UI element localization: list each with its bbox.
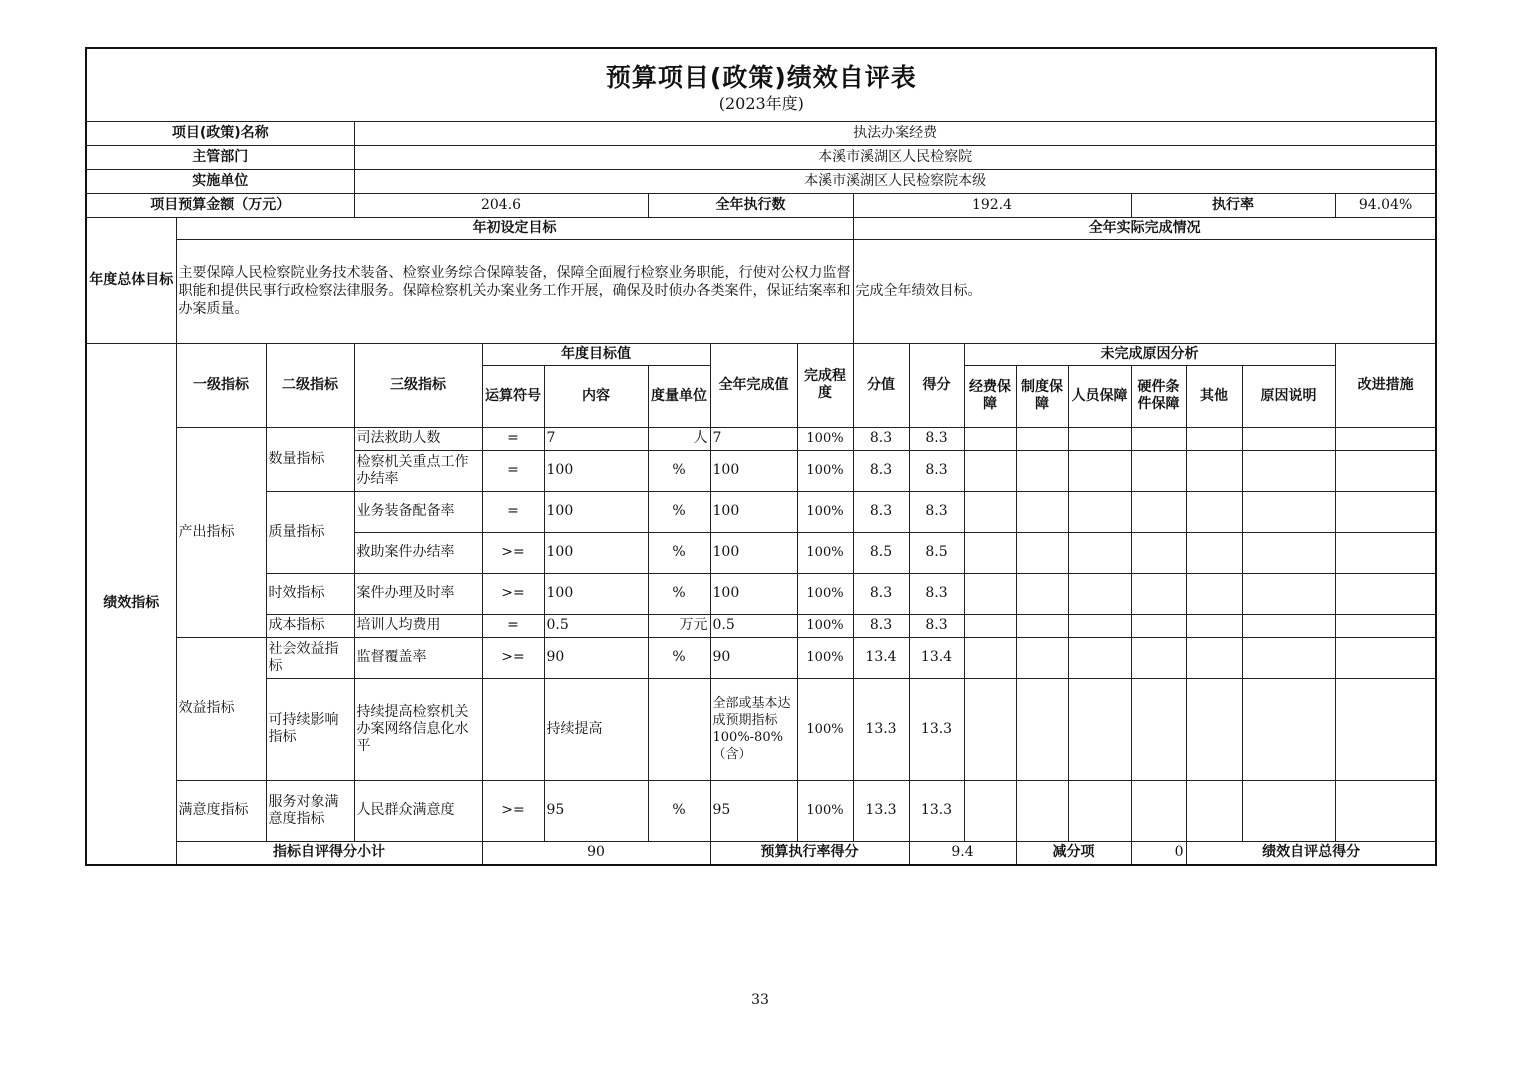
- row-name: 人民群众满意度: [354, 780, 482, 841]
- budget-score-label: 预算执行率得分: [710, 841, 909, 865]
- indicator-row: [86, 637, 1436, 678]
- row-unit: 万元: [648, 614, 710, 637]
- sub-cost: 成本指标: [266, 614, 354, 637]
- row-op: >=: [482, 532, 544, 573]
- row-name: 持续提高检察机关办案网络信息化水平: [354, 678, 482, 780]
- budget-label: 项目预算金额（万元）: [86, 193, 354, 217]
- perf-indicators-label: 绩效指标: [86, 343, 176, 865]
- row-actual: 100: [710, 532, 797, 573]
- row-score: 13.4: [909, 637, 964, 678]
- row-content: 100: [544, 450, 648, 491]
- row-content: 100: [544, 532, 648, 573]
- row-op: =: [482, 427, 544, 450]
- header-reason-fund: 经费保障: [964, 365, 1016, 427]
- page-title: 预算项目(政策)绩效自评表: [605, 62, 917, 92]
- row-degree: 100%: [797, 678, 853, 780]
- row-name: 救助案件办结率: [354, 532, 482, 573]
- subtotal-value: 90: [482, 841, 710, 865]
- row-score: 13.3: [909, 780, 964, 841]
- row-unit: %: [648, 532, 710, 573]
- indicator-row: [86, 573, 1436, 614]
- row-actual: 全部或基本达成预期指标100%-80%（含）: [710, 678, 797, 780]
- row-op: >=: [482, 637, 544, 678]
- deduct-label: 减分项: [1016, 841, 1131, 865]
- row-actual: 100: [710, 573, 797, 614]
- group-benefit: 效益指标: [176, 637, 266, 780]
- row-degree: 100%: [797, 532, 853, 573]
- row-weight: 13.4: [853, 637, 909, 678]
- row-score: 8.3: [909, 450, 964, 491]
- row-content: 100: [544, 573, 648, 614]
- sub-time: 时效指标: [266, 573, 354, 614]
- exec-value: 192.4: [853, 193, 1131, 217]
- page-number: 33: [751, 992, 769, 1008]
- header-actual: 全年完成值: [710, 343, 797, 427]
- row-actual: 0.5: [710, 614, 797, 637]
- subtotal-label: 指标自评得分小计: [176, 841, 482, 865]
- row-score: 8.5: [909, 532, 964, 573]
- header-target: 年度目标值: [482, 343, 710, 365]
- project-name-label: 项目(政策)名称: [86, 121, 354, 145]
- row-score: 13.3: [909, 678, 964, 780]
- indicator-row: [86, 614, 1436, 637]
- row-score: 8.3: [909, 491, 964, 532]
- row-op: =: [482, 450, 544, 491]
- row-name: 司法救助人数: [354, 427, 482, 450]
- header-reason-other: 其他: [1186, 365, 1242, 427]
- row-content: 95: [544, 780, 648, 841]
- row-degree: 100%: [797, 450, 853, 491]
- unit-value: 本溪市溪湖区人民检察院本级: [354, 169, 1436, 193]
- row-weight: 13.3: [853, 780, 909, 841]
- row-unit: %: [648, 637, 710, 678]
- row-weight: 8.3: [853, 573, 909, 614]
- header-op: 运算符号: [482, 365, 544, 427]
- row-weight: 8.3: [853, 491, 909, 532]
- indicator-row: [86, 427, 1436, 450]
- goal-actual-label: 全年实际完成情况: [853, 217, 1436, 239]
- header-unit: 度量单位: [648, 365, 710, 427]
- row-weight: 13.3: [853, 678, 909, 780]
- row-content: 90: [544, 637, 648, 678]
- row-actual: 95: [710, 780, 797, 841]
- row-actual: 100: [710, 491, 797, 532]
- header-degree: 完成程度: [797, 343, 853, 427]
- total-label: 绩效自评总得分: [1186, 841, 1436, 865]
- row-op: >=: [482, 573, 544, 614]
- goal-actual-text: 完成全年绩效目标。: [853, 239, 1436, 343]
- row-weight: 8.3: [853, 450, 909, 491]
- row-actual: 100: [710, 450, 797, 491]
- sub-sustain: 可持续影响指标: [266, 678, 354, 780]
- header-reason-system: 制度保障: [1016, 365, 1068, 427]
- rate-label: 执行率: [1131, 193, 1335, 217]
- header-score: 得分: [909, 343, 964, 427]
- row-degree: 100%: [797, 573, 853, 614]
- row-unit: %: [648, 450, 710, 491]
- page-subtitle: (2023年度): [718, 93, 804, 113]
- row-op: =: [482, 614, 544, 637]
- row-content: 0.5: [544, 614, 648, 637]
- header-reason-hardware: 硬件条件保障: [1131, 365, 1186, 427]
- project-name-value: 执法办案经费: [354, 121, 1436, 145]
- sub-quantity: 数量指标: [266, 427, 354, 491]
- row-op: >=: [482, 780, 544, 841]
- header-reason-staff: 人员保障: [1068, 365, 1131, 427]
- row-content: 7: [544, 427, 648, 450]
- row-op: [482, 678, 544, 780]
- row-score: 8.3: [909, 427, 964, 450]
- row-unit: [648, 678, 710, 780]
- row-op: =: [482, 491, 544, 532]
- title-cell: [86, 48, 1436, 121]
- row-actual: 90: [710, 637, 797, 678]
- header-level1: 一级指标: [176, 343, 266, 427]
- header-reason: 未完成原因分析: [964, 343, 1335, 365]
- row-name: 案件办理及时率: [354, 573, 482, 614]
- header-weight: 分值: [853, 343, 909, 427]
- row-score: 8.3: [909, 573, 964, 614]
- row-name: 业务装备配备率: [354, 491, 482, 532]
- goal-set-text: 主要保障人民检察院业务技术装备、检察业务综合保障装备，保障全面履行检察业务职能，行使对公权力监督职能和提供民事行政检察法律服务。保障检察机关办案业务工作开展，确保及时侦办各类案件，保证结案率和办案质量。: [176, 239, 853, 343]
- exec-label: 全年执行数: [648, 193, 853, 217]
- group-output: 产出指标: [176, 427, 266, 637]
- dept-label: 主管部门: [86, 145, 354, 169]
- row-weight: 8.5: [853, 532, 909, 573]
- row-name: 培训人均费用: [354, 614, 482, 637]
- deduct-value: 0: [1131, 841, 1186, 865]
- header-reason-desc: 原因说明: [1242, 365, 1335, 427]
- row-unit: 人: [648, 427, 710, 450]
- row-degree: 100%: [797, 491, 853, 532]
- sub-social: 社会效益指标: [266, 637, 354, 678]
- row-name: 监督覆盖率: [354, 637, 482, 678]
- sub-quality: 质量指标: [266, 491, 354, 573]
- row-unit: %: [648, 780, 710, 841]
- footer-row: [86, 841, 1436, 865]
- row-name: 检察机关重点工作办结率: [354, 450, 482, 491]
- indicator-row: [86, 678, 1436, 780]
- annual-goal-label: 年度总体目标: [86, 217, 176, 343]
- row-score: 8.3: [909, 614, 964, 637]
- sub-service: 服务对象满意度指标: [266, 780, 354, 841]
- row-degree: 100%: [797, 427, 853, 450]
- row-weight: 8.3: [853, 614, 909, 637]
- row-content: 100: [544, 491, 648, 532]
- row-degree: 100%: [797, 637, 853, 678]
- goal-set-label: 年初设定目标: [176, 217, 853, 239]
- indicator-row: [86, 491, 1436, 532]
- row-unit: %: [648, 491, 710, 532]
- header-improve: 改进措施: [1335, 343, 1436, 427]
- indicator-row: [86, 780, 1436, 841]
- row-actual: 7: [710, 427, 797, 450]
- row-unit: %: [648, 573, 710, 614]
- unit-label: 实施单位: [86, 169, 354, 193]
- performance-self-evaluation-table: [85, 47, 1435, 866]
- row-weight: 8.3: [853, 427, 909, 450]
- group-satisfaction: 满意度指标: [176, 780, 266, 841]
- budget-value: 204.6: [354, 193, 648, 217]
- budget-score-value: 9.4: [909, 841, 1016, 865]
- row-content: 持续提高: [544, 678, 648, 780]
- header-content: 内容: [544, 365, 648, 427]
- row-degree: 100%: [797, 614, 853, 637]
- header-level2: 二级指标: [266, 343, 354, 427]
- header-level3: 三级指标: [354, 343, 482, 427]
- dept-value: 本溪市溪湖区人民检察院: [354, 145, 1436, 169]
- rate-value: 94.04%: [1335, 193, 1436, 217]
- row-degree: 100%: [797, 780, 853, 841]
